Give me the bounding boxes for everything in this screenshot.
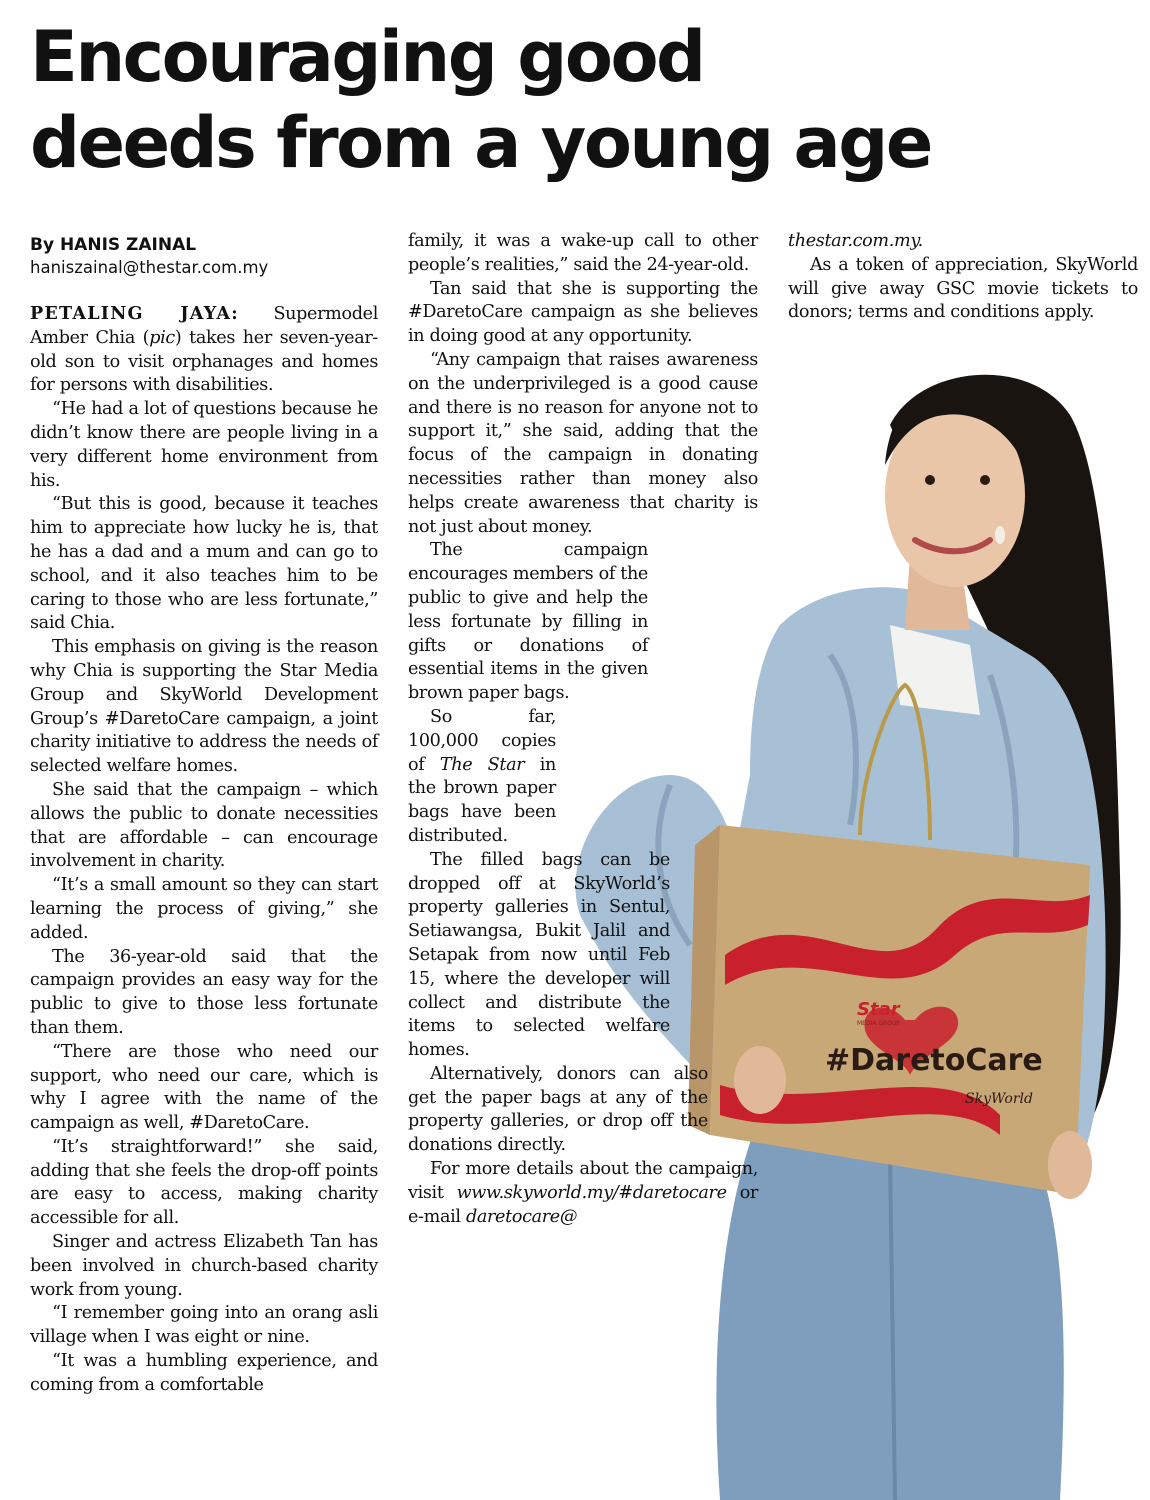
headline [30,14,1120,186]
paragraph: “It was a humbling experience, and coming from a comfortable [30,1351,378,1395]
paragraph: Tan said that she is supporting the #DaretoCare campaign as she believes in doing good at any opportunity. [408,278,758,347]
paragraph: thestar.com.my. [788,231,923,251]
paragraph: As a token of appreciation, SkyWorld will give away GSC movie tickets to donors; terms and conditions apply. [788,254,1138,323]
paragraph: “It’s straightforward!” she said, adding that she feels the drop-off points are easy to access, making charity accessible for all. [30,1136,378,1229]
bag-partner: SkyWorld [965,1091,1033,1107]
paragraph: For more details about the campaign, visit www.skyworld.my/#daretocare or e-mail daretocare@ [408,1159,758,1227]
paragraph: “It’s a small amount so they can start learning the process of giving,” she added. [30,875,378,943]
paragraph: She said that the campaign – which allows the public to donate necessities that are affordable – can encourage involvement in charity. [30,779,378,872]
paragraph: “I remember going into an orang asli village when I was eight or nine. [30,1303,378,1348]
right-hand [1048,1131,1092,1199]
article-column-2 [408,230,758,1229]
paragraph: PETALING JAYA: Supermodel Amber Chia (pic) takes her seven-year-old son to visit orphanages and homes for persons with disabilities. [30,303,379,396]
paragraph: Singer and actress Elizabeth Tan has been involved in church-based charity work from young. [30,1232,378,1300]
dateline: PETALING JAYA: [30,303,239,324]
byline: By HANIS ZAINAL [30,235,197,255]
paragraph: The filled bags can be dropped off at SkyWorld’s property galleries in Sentul, Setiawangsa, Bukit Jalil and Setapak from now until Feb 15, where the developer will collect and distribute the items to selected welfare homes. [408,849,670,1061]
campaign-email: daretocare@ [465,1206,578,1227]
paragraph: “But this is good, because it teaches him to appreciate how lucky he is, that he has a dad and a mum and can go to school, and it also teaches him to be caring to those who are less fortunate,” said Chia. [30,494,378,634]
campaign-url: www.skyworld.my/#daretocare [456,1182,727,1203]
paragraph: Alternatively, donors can also get the paper bags at any of the property galleries, or drop off the donations directly. [408,1063,708,1156]
paragraph: “There are those who need our support, who need our care, which is why I agree with the name of the campaign as well, #DaretoCare. [30,1041,378,1134]
bag-brand-sub: MEDIA GROUP [857,1020,900,1027]
paragraph: This emphasis on giving is the reason why Chia is supporting the Star Media Group and SkyWorld Development Group’s #DaretoCare campaign, a joint charity initiative to address the needs of selected welfare homes. [30,637,378,777]
paragraph: “Any campaign that raises awareness on the underprivileged is a good cause and there is no reason for anyone not to support it,” she said, adding that the focus of the campaign in donating necessities rather than money also helps create awareness that charity is not just about money. [408,349,758,537]
paragraph: The campaign encourages members of the public to give and help the less fortunate by filling in gifts or donations of essential items in the given brown paper bags. [408,540,648,704]
author-email: haniszainal@thestar.com.my [30,258,269,277]
article-column-1 [30,302,378,1398]
bag-brand: Star [857,999,900,1020]
headline-line-2: deeds from a young age [30,102,931,184]
paragraph: family, it was a wake-up call to other people’s realities,” said the 24-year-old. [408,231,758,275]
article-column-3 [788,230,1138,325]
bag-hashtag: #DaretoCare [825,1043,1043,1078]
paragraph: The 36-year-old said that the campaign provides an easy way for the public to give to those less fortunate than them. [30,946,378,1038]
paragraph: So far, 100,000 copies of The Star in the brown paper bags have been distributed. [408,706,556,846]
headline-line-1: Encouraging good [30,16,704,98]
paragraph: “He had a lot of questions because he didn’t know there are people living in a very different home environment from his. [30,399,378,491]
